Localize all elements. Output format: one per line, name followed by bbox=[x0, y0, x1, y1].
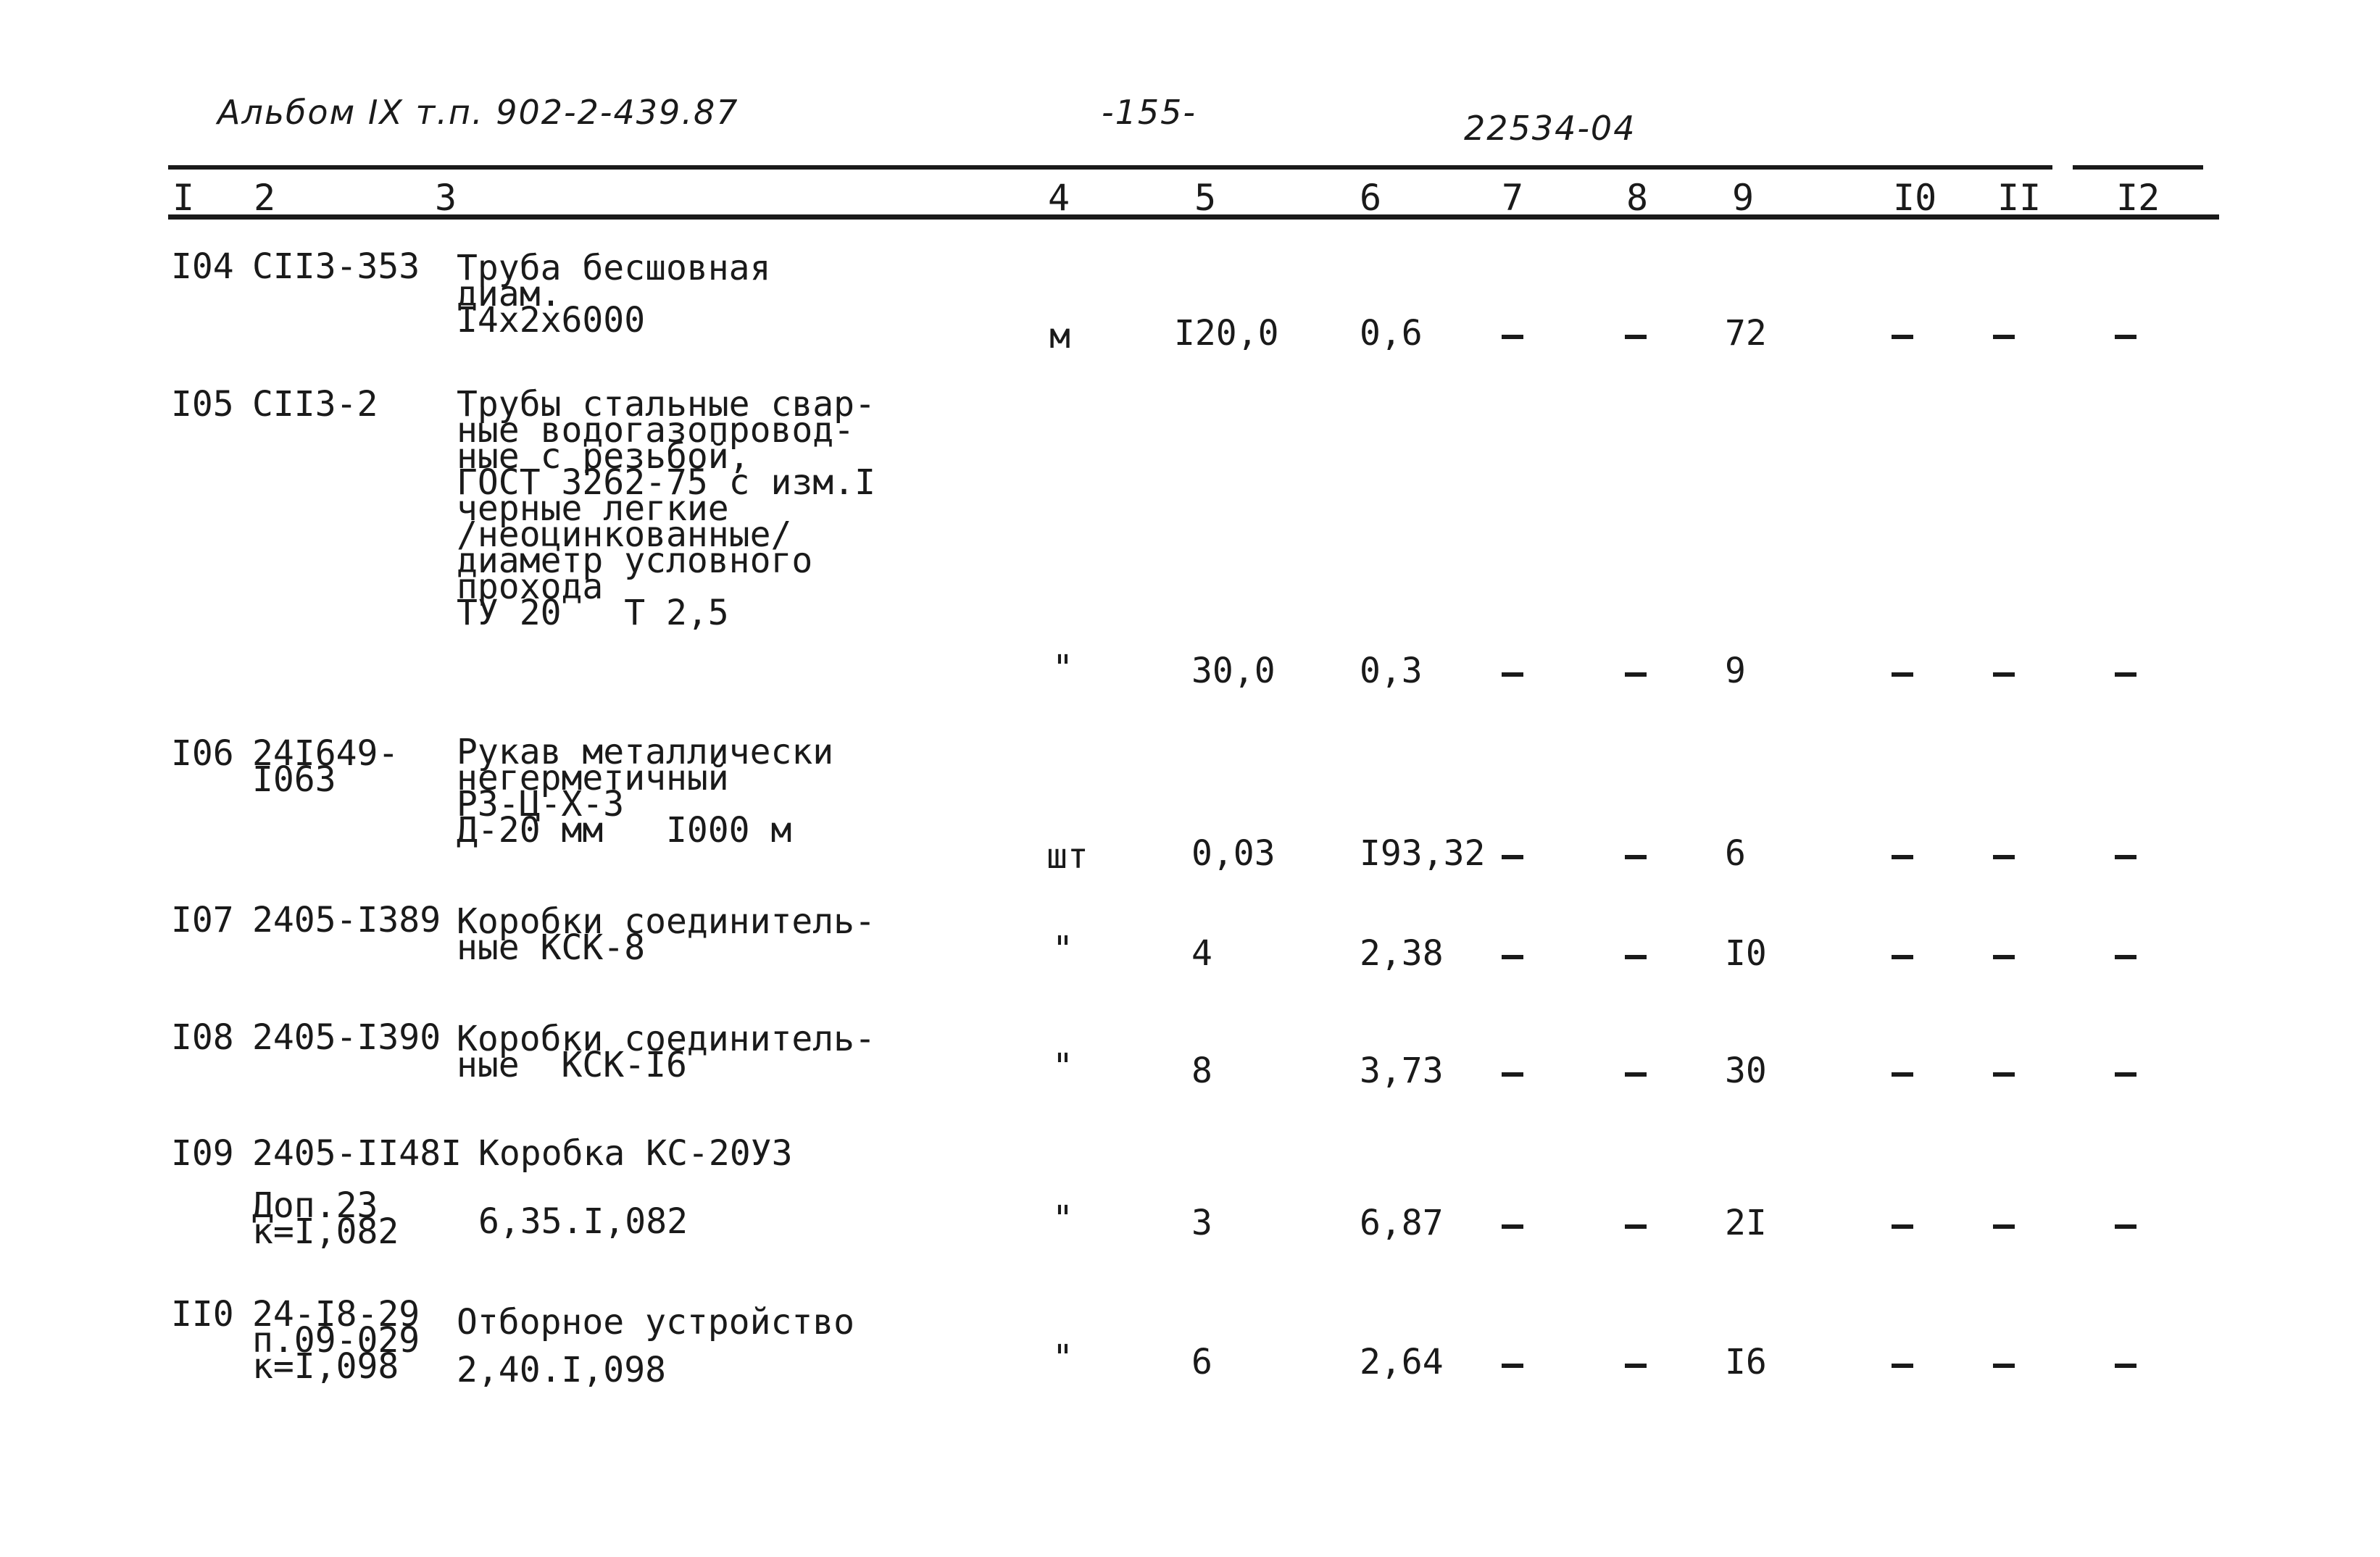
row-104-price: 0,6 bbox=[1360, 313, 1423, 354]
col-head-12: I2 bbox=[2116, 177, 2160, 219]
row-104-c7 bbox=[1502, 335, 1523, 339]
row-107-c10 bbox=[1892, 955, 1913, 959]
row-110-total: I6 bbox=[1725, 1342, 1767, 1382]
row-105-code: СII3-2 bbox=[252, 384, 378, 425]
top-rule-right bbox=[2073, 165, 2203, 170]
row-104-unit: м bbox=[1049, 316, 1070, 356]
row-104-c12 bbox=[2115, 335, 2136, 339]
row-108-total: 30 bbox=[1725, 1051, 1767, 1091]
row-106-c7 bbox=[1502, 855, 1523, 859]
row-110-c10 bbox=[1892, 1364, 1913, 1368]
row-108-c8 bbox=[1625, 1072, 1647, 1077]
row-109-qty: 3 bbox=[1191, 1203, 1212, 1243]
row-104-total: 72 bbox=[1725, 313, 1767, 354]
row-105-qty: 30,0 bbox=[1191, 651, 1276, 691]
col-head-8: 8 bbox=[1626, 177, 1649, 219]
row-105-unit: " bbox=[1052, 648, 1073, 688]
row-109-sub-desc: 6,35.I,082 bbox=[478, 1201, 688, 1242]
row-110-c7 bbox=[1502, 1364, 1523, 1368]
row-106-qty: 0,03 bbox=[1191, 833, 1276, 874]
row-109-c8 bbox=[1625, 1224, 1647, 1229]
col-head-10: I0 bbox=[1893, 177, 1937, 219]
row-107-code: 2405-I389 bbox=[252, 900, 441, 940]
row-105-c7 bbox=[1502, 672, 1523, 677]
row-106-c10 bbox=[1892, 855, 1913, 859]
row-106-c11 bbox=[1993, 855, 2015, 859]
row-107-c11 bbox=[1993, 955, 2015, 959]
row-105-c8 bbox=[1625, 672, 1647, 677]
row-107-num: I07 bbox=[171, 900, 234, 940]
row-104-num: I04 bbox=[171, 246, 234, 287]
row-109-c7 bbox=[1502, 1224, 1523, 1229]
col-head-3: 3 bbox=[435, 177, 457, 219]
row-107-qty: 4 bbox=[1191, 933, 1212, 974]
row-110-qty: 6 bbox=[1191, 1342, 1212, 1382]
row-109-sub-code: Доп.23 к=I,082 bbox=[252, 1185, 399, 1252]
row-106-unit: шт bbox=[1047, 836, 1089, 877]
row-108-c11 bbox=[1993, 1072, 2015, 1077]
row-106-total: 6 bbox=[1725, 833, 1746, 874]
row-108-qty: 8 bbox=[1191, 1051, 1212, 1091]
row-108-c12 bbox=[2115, 1072, 2136, 1077]
row-107-c12 bbox=[2115, 955, 2136, 959]
row-107-c7 bbox=[1502, 955, 1523, 959]
row-106-desc: Рукав металлически негерметичный РЗ-Ц-Х-3 Д-20 мм I000 м bbox=[457, 732, 834, 851]
row-109-desc: Коробка КС-20УЗ bbox=[478, 1133, 793, 1174]
row-108-c7 bbox=[1502, 1072, 1523, 1077]
row-105-c12 bbox=[2115, 672, 2136, 677]
row-107-price: 2,38 bbox=[1360, 933, 1444, 974]
row-108-num: I08 bbox=[171, 1017, 234, 1058]
col-head-4: 4 bbox=[1048, 177, 1070, 219]
row-106-num: I06 bbox=[171, 733, 234, 774]
row-105-desc: Трубы стальные свар- ные водогазопровод- ные с резьбой, ГОСТ 3262-75 с изм.I черные легкие /неоцинкованные/ диаметр условного прохода ТУ 20 Т 2,5 bbox=[457, 384, 875, 633]
row-110-c11 bbox=[1993, 1364, 2015, 1368]
col-head-2: 2 bbox=[254, 177, 276, 219]
row-110-price: 2,64 bbox=[1360, 1342, 1444, 1382]
row-104-c8 bbox=[1625, 335, 1647, 339]
row-104-qty: I20,0 bbox=[1174, 313, 1279, 354]
row-109-c12 bbox=[2115, 1224, 2136, 1229]
row-104-c11 bbox=[1993, 335, 2015, 339]
page-number: -155- bbox=[1102, 93, 1197, 132]
row-105-c10 bbox=[1892, 672, 1913, 677]
col-head-9: 9 bbox=[1732, 177, 1755, 219]
col-head-6: 6 bbox=[1360, 177, 1382, 219]
row-106-price: I93,32 bbox=[1360, 833, 1486, 874]
row-108-price: 3,73 bbox=[1360, 1051, 1444, 1091]
col-head-11: II bbox=[1997, 177, 2042, 219]
row-105-total: 9 bbox=[1725, 651, 1746, 691]
row-109-total: 2I bbox=[1725, 1203, 1767, 1243]
row-108-desc: Коробки соединитель- ные КСК-I6 bbox=[457, 1019, 875, 1085]
row-108-c10 bbox=[1892, 1072, 1913, 1077]
row-105-num: I05 bbox=[171, 384, 234, 425]
document-code: 22534-04 bbox=[1464, 109, 1636, 148]
row-109-code: 2405-II48I bbox=[252, 1133, 462, 1174]
row-106-c8 bbox=[1625, 855, 1647, 859]
row-107-desc: Коробки соединитель- ные КСК-8 bbox=[457, 901, 875, 968]
row-106-c12 bbox=[2115, 855, 2136, 859]
row-108-unit: " bbox=[1052, 1046, 1073, 1087]
row-106-code: 24I649- I063 bbox=[252, 733, 399, 800]
row-104-code: СII3-353 bbox=[252, 246, 420, 287]
row-108-code: 2405-I390 bbox=[252, 1017, 441, 1058]
row-105-price: 0,3 bbox=[1360, 651, 1423, 691]
row-105-c11 bbox=[1993, 672, 2015, 677]
row-109-unit: " bbox=[1052, 1198, 1073, 1239]
col-head-7: 7 bbox=[1502, 177, 1524, 219]
row-110-code: 24-I8-29 п.09-029 к=I,098 bbox=[252, 1294, 420, 1387]
row-104-c10 bbox=[1892, 335, 1913, 339]
row-104-desc: Труба бесшовная диам. I4х2х6000 bbox=[457, 248, 771, 341]
row-107-unit: " bbox=[1052, 929, 1073, 969]
row-107-total: I0 bbox=[1725, 933, 1767, 974]
row-109-c10 bbox=[1892, 1224, 1913, 1229]
row-109-c11 bbox=[1993, 1224, 2015, 1229]
album-reference: Альбом IX т.п. 902-2-439.87 bbox=[217, 93, 739, 132]
row-109-num: I09 bbox=[171, 1133, 234, 1174]
top-rule bbox=[168, 165, 2052, 170]
col-head-1: I bbox=[172, 177, 195, 219]
row-110-c12 bbox=[2115, 1364, 2136, 1368]
row-110-desc: Отборное устройство 2,40.I,098 bbox=[457, 1302, 855, 1390]
row-110-unit: " bbox=[1052, 1337, 1073, 1378]
row-110-c8 bbox=[1625, 1364, 1647, 1368]
col-head-5: 5 bbox=[1194, 177, 1217, 219]
row-110-num: II0 bbox=[171, 1294, 234, 1335]
row-109-price: 6,87 bbox=[1360, 1203, 1444, 1243]
row-107-c8 bbox=[1625, 955, 1647, 959]
